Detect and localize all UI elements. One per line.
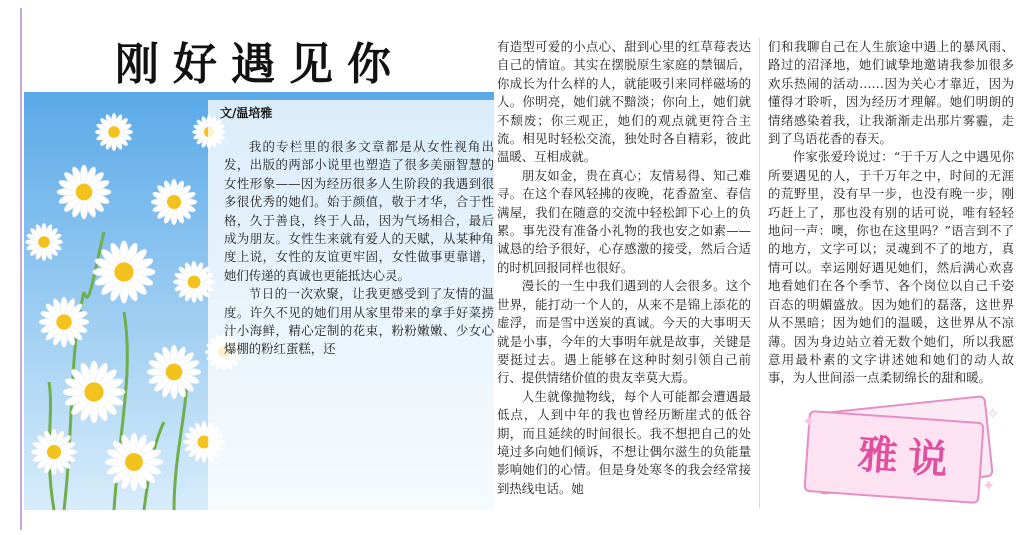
column-divider xyxy=(759,38,760,508)
column-badge xyxy=(800,398,1000,508)
daisy-icon xyxy=(57,165,111,219)
paragraph: 漫长的一生中我们遇到的人会很多。这个世界，能打动一个人的，从来不是锦上添花的虚浮，而是雪中送炭的真诚。今天的大事明天就是小事，今年的大事明年就是故事，关键是要挺过去。遇上能够在这种时刻引领自己前行、提供情绪价值的贵友幸莫大焉。 xyxy=(497,278,751,386)
article-column-2 xyxy=(497,38,751,498)
daisy-icon xyxy=(63,361,125,423)
daisy-icon xyxy=(151,179,197,225)
article-title: 刚好遇见你 xyxy=(115,39,405,90)
article-column-1 xyxy=(224,138,494,359)
sparkle-icon: ✧ xyxy=(986,404,1000,423)
paragraph: 作家张爱玲说过：“于千万人之中遇见你所要遇见的人，于千万年之中，时间的无涯的荒野里，没有早一步，也没有晚一步，刚巧赶上了，那也没有别的话可说，唯有轻轻地问一声：噢，你也在这里吗？”语言到不了的地方，文字可以；灵魂到不了的地方，真情可以。幸运刚好遇见她们，然后满心欢喜地看她们在各个季节、各个岗位以自己千姿百态的明媚盛放。因为她们的磊落，这世界从不黑暗；因为她们的温暖，这世界从不凉薄。因为身边站立着无数个她们，所以我愿意用最朴素的文字讲述她和她们的动人故事，为人世间添一点柔韧绵长的甜和暖。 xyxy=(768,149,1014,386)
daisy-icon xyxy=(39,297,89,347)
daisy-icon xyxy=(31,429,77,475)
paragraph: 节日的一次欢聚，让我更感受到了友情的温度。许久不见的她们用从家里带来的拿手好菜捞汁小海鲜，精心定制的花束，粉粉嫩嫩、少女心爆棚的粉红蛋糕，还 xyxy=(224,286,494,357)
paragraph: 人生就像抛物线，每个人可能都会遭遇最低点，人到中年的我也曾经历断崖式的低谷期，而且延续的时间很长。我不想把自己的处境过多向她们倾诉，不想让偶尔滋生的负能量影响她们的心情。但是身处寒冬的我会经常接到热线电话。她 xyxy=(497,388,751,496)
article-column-3 xyxy=(768,38,1014,388)
article-byline: 文/温培雅 xyxy=(220,106,273,120)
sparkle-icon: ✦ xyxy=(982,476,996,495)
paragraph: 朋友如金，贵在真心；友情易得、知己难寻。在这个春风轻拂的夜晚，花香盈室、春信满屋，我们在随意的交流中轻松卸下心上的负累。事先没有准备小礼物的我也安之如素——诚恳的给予很好，心存感激的接受，然后合适的时机回报同样也很好。 xyxy=(497,167,751,275)
page-left-rule xyxy=(20,8,22,530)
daisy-icon xyxy=(105,433,163,491)
paragraph: 有造型可爱的小点心、甜到心里的红草莓表达自己的情谊。其实在摆脱原生家庭的禁锢后，你成长为什么样的人，就能吸引来同样磁场的人。你明亮，她们就不黯淡；你向上，她们就不颓废；你三观正，她们的观点就更符合主流。相见时轻松交流，独处时各自精彩，彼此温暖、互相成就。 xyxy=(497,39,751,165)
daisy-icon xyxy=(93,241,155,303)
badge-label: 雅说 xyxy=(856,431,960,485)
paragraph: 们和我聊自己在人生旅途中遇上的暴风雨、路过的沼泽地，她们诚挚地邀请我参加很多欢乐热闹的活动……因为关心才靠近，因为懂得才聆听，因为经历才理解。她们明朗的情绪感染着我，让我渐渐走出那片雾霾，走到了鸟语花香的春天。 xyxy=(768,39,1014,147)
sparkle-icon: ✦ xyxy=(802,412,816,431)
daisy-icon xyxy=(147,345,201,399)
daisy-icon xyxy=(95,113,132,150)
daisy-icon xyxy=(25,223,62,260)
paragraph: 我的专栏里的很多文章都是从女性视角出发，出版的两部小说里也塑造了很多美丽智慧的女性形象——因为经历很多人生阶段的我遇到很多很优秀的她们。始于颜值，敬于才华，合于性格，久于善良，终于人品，因为气场相合，最后成为朋友。女性生来就有爱人的天赋，从某种角度上说，女性的友谊更牢固，女性做事更靠谱，她们传递的真诚也更能抵达心灵。 xyxy=(224,139,494,283)
